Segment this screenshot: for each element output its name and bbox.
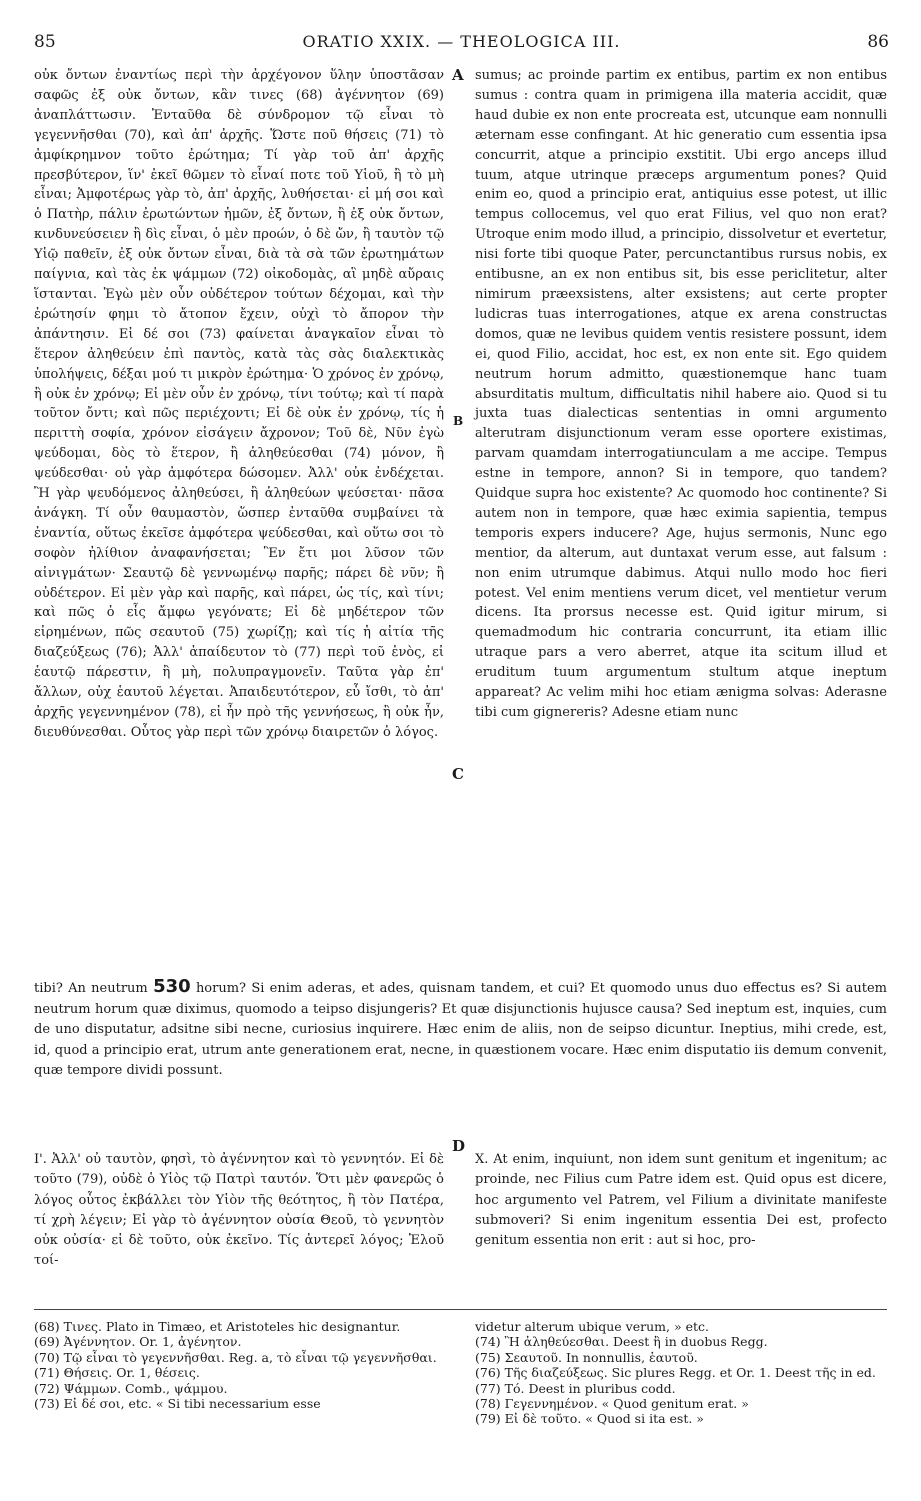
greek-text-bottom: Ι'. Ἀλλ' οὐ ταυτὸν, φησὶ, τὸ ἀγέννητον καὶ τὸ γεννητόν. Εἰ δὲ τοῦτο (79), οὐδὲ ὁ Υἱὸς τῷ Πατρὶ ταυτόν. Ὅτι μὲν φανερῶς ὁ λόγος οὗτος ἐκβάλλει τὸν Υἱὸν τῆς θεότητος, ἢ τὸν Πατέρα, τί χρὴ λέγειν; Εἰ γὰρ τὸ ἀγέννητον οὐσία Θεοῦ, τὸ γεννητὸν οὐκ οὐσία· εἰ δὲ τοῦτο, οὐκ ἐκεῖνο. Τίς ἀντερεῖ λόγος; Ἐλοῦ τοί- [34,1152,444,1269]
footnote: (70) Τῷ εἶναι τὸ γεγεννῆσθαι. Reg. a, τὸ εἶναι τῷ γεγεννῆσθαι. [34,1349,437,1365]
greek-text-top: οὐκ ὄντων ἐναντίως περὶ τὴν ἀρχέγονον ὕλην ὑποστᾶσαν σαφῶς ἐξ οὐκ ὄντων, κἂν τινες (68) ἀγέννητον (69) ἀναπλάττωσιν. Ἐνταῦθα δὲ σύνδρομον τῷ εἶναι τὸ γεγεννῆσθαι (70), καὶ ἀπ' ἀρχῆς. Ὥστε ποῦ θήσεις (71) τὸ ἀμφίκρημνον τοῦτο ἐρώτημα; Τί γὰρ τοῦ ἀπ' ἀρχῆς πρεσβύτερον, ἵν' ἐκεῖ θῶμεν τὸ εἶναί ποτε τοῦ Υἱοῦ, ἢ τὸ μὴ εἶναι; Ἀμφοτέρως γὰρ τὸ, ἀπ' ἀρχῆς, λυθήσεται· εἰ μή σοι καὶ ὁ Πατὴρ, πάλιν ἐρωτώντων ἡμῶν, ἐξ ὄντων, ἢ ἐξ οὐκ ὄντων, κινδυνεύσειεν ἢ δὶς εἶναι, ὁ μὲν προών, ὁ δὲ ὤν, ἢ ταυτὸν τῷ Υἱῷ παθεῖν, ἐξ οὐκ ὄντων εἶναι, διὰ τὰ σὰ τῶν ἐρωτημάτων παίγνια, καὶ τὰς ἐκ ψάμμων (72) οἰκοδομὰς, αἳ μηδὲ αὔραις ἵστανται. Ἐγὼ μὲν οὖν οὐδέτερον τούτων δέχομαι, καὶ τὴν ἐρώτησίν φημι τὸ ἄτοπον ἔχειν, οὐχὶ τὸ ἄπορον τὴν ἀπάντησιν. Εἰ δέ σοι (73) φαίνεται ἀναγκαῖον εἶναι τὸ ἕτερον ἀληθεύειν ἐπὶ παντὸς, κατὰ τὰς σὰς διαλεκτικὰς ὑπολήψεις, δέξαι μού τι μικρὸν ἐρώτημα· Ὁ χρόνος ἐν χρόνῳ, ἢ οὐκ ἐν χρόνῳ; Εἰ μὲν οὖν ἐν χρόνῳ, τίνι τούτῳ; καὶ τί παρὰ τοῦτον ὄντι; καὶ πῶς περιέχοντι; Εἰ δὲ οὐκ ἐν χρόνῳ, τίς ἡ περιττὴ σοφία, χρόνον εἰσάγειν ἄχρονον; Τοῦ δὲ, Νῦν ἐγὼ ψεύδομαι, δὸς τὸ ἕτερον, ἢ ἀληθεύεσθαι (74) μόνον, ἢ ψεύδεσθαι· οὐ γὰρ ἀμφότερα δώσομεν. Ἀλλ' οὐκ ἐνδέχεται. Ἢ γὰρ ψευδόμενος ἀληθεύσει, ἢ ἀληθεύων ψεύσεται· πᾶσα ἀνάγκη. Τί οὖν θαυμαστὸν, ὥσπερ ἐνταῦθα συμβαίνει τὰ ἐναντία, οὕτως ἐκεῖσε ἀμφότερα ψεύδεσθαι, καὶ οὕτω σοι τὸ σοφὸν ἠλίθιον ἀναφανήσεται; Ἓν ἔτι μοι λῦσον τῶν αἰνιγμάτων· Σεαυτῷ δὲ γεννωμένῳ παρῆς; πάρει δὲ νῦν; ἢ οὐδέτερον. Εἰ μὲν γὰρ καὶ παρῆς, καὶ πάρει, ὡς τίς, καὶ τίνι; καὶ πῶς ὁ εἷς ἄμφω γεγόνατε; Εἰ δὲ μηδέτερον τῶν εἰρημένων, πῶς σεαυτοῦ (75) χωρίζῃ; καὶ τίς ἡ αἰτία τῆς διαζεύξεως (76); Ἀλλ' ἀπαίδευτον τὸ (77) περὶ τοῦ ἑνὸς, εἰ ἑαυτῷ πάρεστιν, ἢ μὴ, πολυπραγμονεῖν. Ταῦτα γὰρ ἐπ' ἄλλων, οὐχ ἑαυτοῦ λέγεται. Ἀπαιδευτότερον, εὖ ἴσθι, τὸ ἀπ' ἀρχῆς γεγεννημένον (78), εἰ ἦν πρὸ τῆς γεννήσεως, ἢ οὐκ ἦν, διευθύνεσθαι. Οὗτος γὰρ περὶ τῶν χρόνῳ διαιρετῶν ὁ λόγος. [34,68,444,740]
footnote: videtur alterum ubique verum, » etc. [475,1319,709,1334]
page-number-left: 85 [34,32,56,52]
footnote: (75) Σεαυτοῦ. In nonnullis, ἑαυτοῦ. [475,1349,698,1365]
full-width-text-after: horum? Si enim aderas, et ades, quisnam tandem, et cui? Et quomodo unus duo effectus es? Si autem neutrum horum quæ diximus, quomodo a teipso disjungeris? Et quæ disjunctionis hujusce causa? Sed ineptum est, inquies, cum de uno disputatur, adsitne sibi necne, curiosius inquirere. Hæc enim de aliis, non de seipso dicuntur. Ineptius, mihi crede, est, id, quod a principio erat, utrum ante generationem erat, necne, in quæstionem vocare. Hæc enim disputatio iis demum convenit, quæ tempore dividi possunt. [34,981,887,1078]
margin-letter-d: D [452,1137,466,1155]
footnote: (69) Ἀγέννητον. Or. 1, ἀγένητον. [34,1334,242,1350]
footnote-divider [34,1309,887,1310]
margin-letter-c: C [452,765,464,783]
footnote: (79) Εἰ δὲ τοῦτο. « Quod si ita est. » [475,1411,704,1427]
running-title: ORATIO XXIX. — THEOLOGICA III. [302,32,621,51]
full-width-text-before: tibi? An neutrum [34,981,148,996]
footnote: (78) Γεγεννημένον. « Quod genitum erat. » [475,1396,749,1412]
latin-text-top: sumus; ac proinde partim ex entibus, partim ex non entibus sumus : contra quam in primigena illa materia accidit, quæ haud dubie ex non ente procreata est, utcunque eam nonnulli æternam esse confingant. At hic generatio cum essentia ipsa concurrit, atque a principio exstitit. Ubi ergo anceps illud tuum, atque utrinque præceps argumentum pones? Quid enim eo, quod a principio erat, antiquius esse potest, ut illic tempus collocemus, vel quo erat Filius, vel quo non erat? Utroque enim modo illud, a principio, dissolvetur et evertetur, nisi forte tibi quoque Pater, percunctantibus rursus nobis, ex entibusne, an ex non entibus sit, bis esse periclitetur, alter nimirum præexsistens, alter exsistens; aut certe propter ludicras tuas interrogationes, atque ex arena constructas domos, quæ ne levibus quidem ventis resistere possunt, idem ei, quod Filio, accidat, hoc est, ex non ente sit. Ego quidem neutrum horum admitto, quæstionemque hanc tuam absurditatis multum, difficultatis nihil habere aio. Quod si tu juxta tuas dialecticas sententias in omni argumento alterutram disjunctionum veram esse oportere existimas, parvam quamdam interrogatiunculam a me accipe. Tempus estne in tempore, annon? Si in tempore, quo tandem? Quidque supra hoc existente? Ac quomodo hoc continente? Si autem non in tempore, quæ hæc eximia sapientia, tempus temporis expers inducere? Age, hujus sermonis, Nunc ego mentior, da alterum, aut duntaxat verum esse, aut falsum : non enim utrumque dabimus. Atqui nullo modo hoc fieri potest. Vel enim mentiens verum dicet, vel mentietur verum dicens. Ita prorsus necesse est. Quid igitur mirum, si quemadmodum hic contraria concurrunt, ita etiam illic utraque pars a vero aberret, atque ita scitum illud et eruditum tuum argumentum stultum atque ineptum appareat? Ac velim mihi hoc etiam ænigma solvas: Aderasne tibi cum gignereris? Adesne etiam nunc [475,68,887,720]
greek-column-top [34,66,444,743]
running-header [34,32,889,56]
footnote: (72) Ψάμμων. Comb., ψάμμου. [34,1380,228,1396]
full-width-paragraph [34,977,887,1082]
footnotes-left [34,1319,444,1411]
latin-column-top [475,66,887,723]
latin-text-bottom: X. At enim, inquiunt, non idem sunt genitum et ingenitum; ac proinde, nec Filius cum Patre idem est. Quid opus est dicere, hoc argumento vel Patrem, vel Filium a divinitate manifeste submoveri? Si enim ingenitum essentia Dei est, profecto genitum essentia non erit : aut si hoc, pro- [475,1152,887,1249]
footnotes-right [475,1319,887,1427]
column-number: 530 [153,976,191,997]
footnote: (68) Τινες. Plato in Timæo, et Aristoteles hic designantur. [34,1319,401,1334]
latin-column-bottom [475,1137,887,1264]
margin-letter-a: A [452,66,464,84]
footnote: (77) Τό. Deest in pluribus codd. [475,1380,676,1396]
footnote: (76) Τῆς διαζεύξεως. Sic plures Regg. et Or. 1. Deest τῆς in ed. [475,1365,876,1381]
footnote: (73) Εἰ δέ σοι, etc. « Si tibi necessarium esse [34,1396,321,1412]
greek-column-bottom [34,1137,444,1285]
footnote: (71) Θήσεις. Or. 1, θέσεις. [34,1365,200,1381]
footnote: (74) Ἢ ἀληθεύεσθαι. Deest ἢ in duobus Regg. [475,1334,768,1350]
margin-letter-b: B [453,414,464,428]
page-number-right: 86 [867,32,889,52]
